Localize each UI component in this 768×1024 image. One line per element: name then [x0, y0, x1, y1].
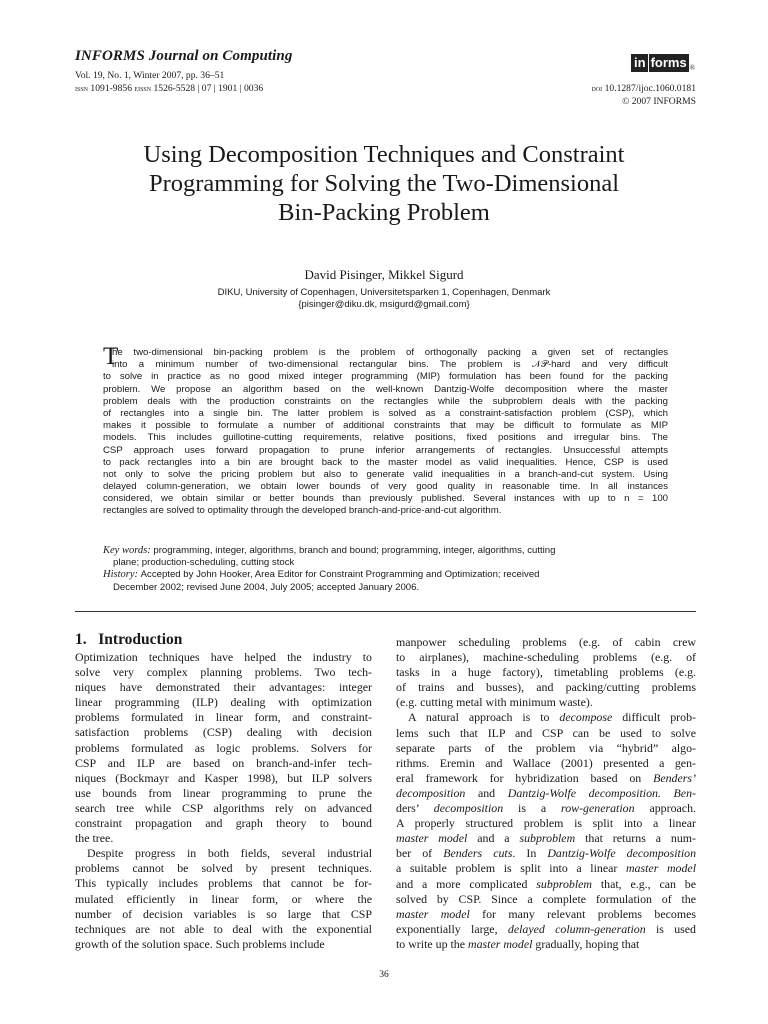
issn-value: 1091-9856	[90, 83, 132, 94]
abstract-line: considered, we obtain similar or better bounds than previously published. Several instances with up to n = 100	[103, 493, 668, 505]
keywords-line: Key words: programming, integer, algorithms, branch and bound; programming, integer, algorithms, cutting	[103, 545, 556, 556]
divider-rule	[75, 611, 696, 612]
history-text: Accepted by John Hooker, Area Editor for Constraint Programming and Optimization; received	[140, 569, 540, 581]
informs-logo	[631, 54, 695, 72]
doi-label: doi	[591, 83, 603, 93]
keywords-label: Key words	[103, 545, 148, 556]
column-line: A properly structured problem is split into a linear	[396, 816, 696, 831]
column-line: separate parts of the problem via “hybrid” algo-	[396, 740, 696, 755]
eissn-label: eissn	[134, 83, 152, 93]
column-line: solved by CSP. Since a complete formulation of the	[396, 891, 696, 906]
abstract-line: not only to solve the pricing problem but also to generate valid inequalities in a branch-and-cut system. Using	[103, 468, 668, 480]
history-label: History	[103, 569, 135, 581]
affiliation: DIKU, University of Copenhagen, Universitetsparken 1, Copenhagen, Denmark	[217, 287, 551, 298]
column-line: solve very complex planning problems. Two tech-	[75, 665, 372, 680]
title-line: Bin-Packing Problem	[278, 199, 490, 226]
column-line: ber of Benders cuts. In Dantzig-Wolfe decomposition	[396, 846, 696, 861]
column-line: master model and a subproblem that returns a num-	[396, 831, 696, 846]
paper-title	[84, 140, 684, 227]
column-line: (e.g. cutting metal with minimum waste).	[396, 695, 593, 710]
journal-name: INFORMS Journal on Computing	[75, 48, 293, 64]
column-line: niques (Bockmayr and Kasper 1998), but ILP solvers	[75, 770, 372, 785]
section-number: 1.	[75, 631, 87, 648]
column-line: search tree while CSP algorithms rely on advanced	[75, 800, 372, 815]
column-line: mulated efficiently in linear form, or where the	[75, 891, 372, 906]
abstract-line: problem deals with the production constraints on the rectangles while the subproblem deals with the packing	[103, 395, 668, 407]
column-line: Despite progress in both fields, several industrial	[87, 846, 372, 861]
column-line: problems cannot be solved by present techniques.	[75, 861, 372, 876]
abstract-line: to pack rectangles into a bin are brought back to the master model as valid inequalities. Hence, CSP is used	[103, 456, 668, 468]
column-line: decomposition and Dantzig-Wolfe decomposition. Ben-	[396, 785, 696, 800]
abstract-line: problem. We propose an algorithm based on the well-known Dantzig-Wolfe decomposition where the master	[103, 383, 668, 395]
column-line: techniques are not able to deal with the exponential	[75, 921, 372, 936]
column-line: of trains and busses), and packing/cutting problems	[396, 680, 696, 695]
column-line: manpower scheduling problems (e.g. of cabin crew	[396, 635, 696, 649]
logo-in: in	[631, 54, 648, 72]
left-column	[75, 650, 372, 952]
column-line: tasks in a huge factory), timetabling problems (e.g.	[396, 665, 696, 680]
column-line: master model for many relevant problems becomes	[396, 906, 696, 921]
column-line: niques have demonstrated their advantages: integer	[75, 680, 372, 695]
doi-value: 10.1287/ijoc.1060.0181	[604, 83, 696, 94]
column-line: problems formulated as logic problems. Solvers for	[75, 740, 372, 755]
issn-label: issn	[75, 83, 89, 93]
abstract-line: he two-dimensional bin-packing problem is the problem of orthogonally packing a given set of rectangles	[112, 347, 668, 358]
abstract-line: makes it possible to formulate a number of additional constraints that may be difficult to formulate as MIP	[103, 420, 668, 432]
abstract-line: to solve in practice as no good mixed integer programming (MIP) formulation has been found for the packing	[103, 371, 668, 383]
right-column	[396, 635, 696, 952]
column-line: exponentially large, delayed column-generation is used	[396, 921, 696, 936]
column-line: use bounds from linear programming to prune the	[75, 785, 372, 800]
doi-info	[592, 82, 696, 95]
section-heading	[75, 631, 182, 649]
column-line: A natural approach is to decompose difficult prob-	[408, 710, 696, 725]
keywords-history	[103, 545, 668, 594]
abstract-line: delayed column-generation, we obtain lower bounds of very good quality in reasonable time. In all instances	[103, 481, 668, 493]
title-line: Using Decomposition Techniques and Constraint	[143, 141, 625, 168]
column-line: Optimization techniques have helped the industry to	[75, 650, 372, 664]
column-line: This typically includes problems that cannot be for-	[75, 876, 372, 891]
title-line: Programming for Solving the Two-Dimensional	[148, 170, 620, 197]
logo-forms: forms	[648, 54, 689, 72]
column-line: growth of the solution space. Such problems include	[75, 936, 325, 951]
authors: David Pisinger, Mikkel Sigurd	[304, 267, 464, 282]
eissn-value: 1526-5528 | 07 | 1901 | 0036	[153, 83, 264, 94]
column-line: eral framework for hybridization based on Benders’	[396, 770, 696, 785]
section-title: Introduction	[98, 631, 183, 648]
page-number: 36	[379, 970, 389, 980]
column-line: constraint propagation and graph theory to bound	[75, 816, 372, 831]
column-line: to write up the master model gradually, hoping that	[396, 936, 640, 951]
keywords-text: programming, integer, algorithms, branch and bound; programming, integer, algorithms, cutting	[153, 545, 556, 556]
column-line: a suitable problem is split into a linear master model	[396, 861, 696, 876]
column-line: satisfaction problems (CSP) dealing with decision	[75, 725, 372, 740]
abstract-line: rectangles are solved to optimality through the developed branch-and-price-and-cut algorithm.	[103, 505, 502, 517]
copyright: © 2007 INFORMS	[622, 96, 696, 107]
abstract	[103, 343, 668, 518]
column-line: the tree.	[75, 831, 114, 846]
abstract-line: CSP approach uses forward propagation to prune inferior arrangements of rectangles. Unsuccessful attempts	[103, 444, 668, 456]
logo-registered: ®	[689, 64, 696, 72]
author-emails: {pisinger@diku.dk, msigurd@gmail.com}	[298, 299, 470, 310]
column-line: to airplanes), machine-scheduling problems (e.g. of	[396, 650, 696, 665]
abstract-line: models. This includes guillotine-cutting requirements, relative positions, fixed positions and irregular bins. The	[103, 432, 668, 444]
history-line: December 2002; revised June 2004, July 2005; accepted January 2006.	[113, 581, 420, 593]
column-line: CSP and ILP are based on branch-and-infer tech-	[75, 755, 372, 770]
column-line: linear programming (ILP) dealing with optimization	[75, 695, 372, 710]
issn-info	[75, 82, 263, 95]
volume-info: Vol. 19, No. 1, Winter 2007, pp. 36–51	[75, 70, 225, 81]
column-line: ders’ decomposition is a row-generation approach.	[396, 801, 696, 816]
column-line: number of decision variables is so large that CSP	[75, 906, 372, 921]
history-line: History: Accepted by John Hooker, Area Editor for Constraint Programming and Optimization; received	[103, 569, 540, 581]
keywords-line: plane; production-scheduling, cutting stock	[113, 557, 295, 569]
column-line: problems formulated in linear form, and constraint-	[75, 710, 372, 725]
column-line: and a more complicated subproblem that, e.g., can be	[396, 876, 696, 891]
abstract-line: into a minimum number of two-dimensional rectangular bins. The problem is 𝒩𝒫-hard and very difficult	[112, 359, 668, 371]
column-line: lems such that ILP and CSP can be used to solve	[396, 725, 696, 740]
column-line: rithms. Eremin and Wallace (2001) presented a gen-	[396, 755, 696, 770]
abstract-dropcap: T	[103, 343, 119, 370]
abstract-line: of rectangles into a single bin. The latter problem is solved as a constraint-satisfaction problem (CSP), which	[103, 407, 668, 419]
